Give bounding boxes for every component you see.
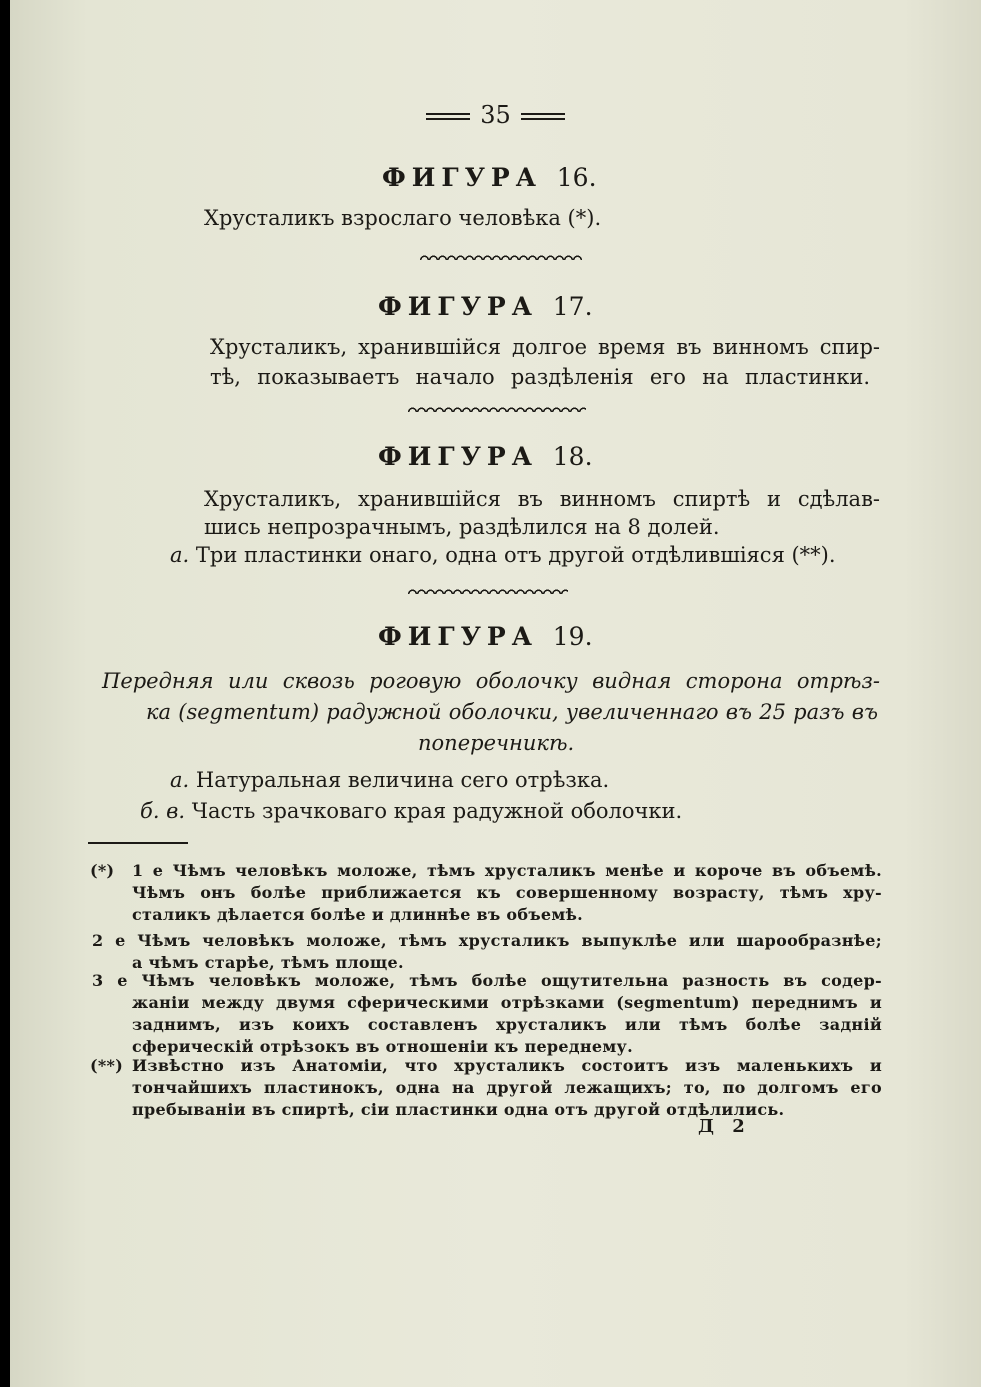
footnote-line: жаніи между двумя сферическими отрѣзками (segmentum) переднимъ и [132,993,882,1012]
figure-16-title: ФИГУРА 16. [382,163,597,192]
figure-18-title: ФИГУРА 18. [378,442,593,471]
footnote-line: пребываніи въ спиртѣ, сіи пластинки одна отъ другой отдѣлились. [132,1100,785,1119]
footnote-rule [88,842,188,844]
wavy-divider [420,252,582,262]
footnote-line: 1 е Чѣмъ человѣкъ моложе, тѣмъ хрусталикъ менѣе и короче въ объемѣ. [132,861,882,880]
footnote-line: сферическій отрѣзокъ въ отношеніи къ переднему. [132,1037,633,1056]
footnote-line: Извѣстно изъ Анатоміи, что хрусталикъ состоитъ изъ маленькихъ и [132,1056,882,1075]
figure-19-line-3: поперечникѣ. [418,731,575,755]
footnote-2 [92,930,882,974]
figure-17-line-2: тѣ, показываетъ начало раздѣленія его на пластинки. [210,365,870,389]
figure-19-title: ФИГУРА 19. [378,622,593,651]
figure-18-line-2: шись непрозрачнымъ, раздѣлился на 8 долей. [204,515,720,539]
footnote-line: 2 е Чѣмъ человѣкъ моложе, тѣмъ хрусталикъ выпуклѣе или шарообразнѣе; [92,931,882,950]
ornament-left [426,113,470,120]
figure-18-line-1: Хрусталикъ, хранившійся въ винномъ спиртѣ и сдѣлав- [204,487,880,511]
figure-19-line-2: ка (segmentum) радужной оболочки, увеличеннаго въ 25 разъ въ [146,700,878,724]
figure-19-item-a: а. Натуральная величина сего отрѣзка. [170,768,610,792]
signature-mark: Д 2 [698,1116,751,1137]
footnote-line: сталикъ дѣлается болѣе и длиннѣе въ объемѣ. [132,905,584,924]
figure-19-line-1: Передняя или сквозь роговую оболочку видная сторона отрѣз- [102,669,880,693]
book-page [10,0,981,1387]
figure-18-item-a: а. Три пластинки онаго, одна отъ другой отдѣлившіяся (**). [170,543,836,567]
footnote-double-star [90,1055,882,1121]
footnote-line: 3 е Чѣмъ человѣкъ моложе, тѣмъ болѣе ощутительна разность въ содер- [92,971,882,990]
footnote-mark: (*) [90,861,115,880]
footnote-star [90,860,882,926]
footnote-mark: (**) [90,1056,124,1075]
figure-16-text: Хрусталикъ взрослаго человѣка (*). [204,206,602,230]
figure-17-title: ФИГУРА 17. [378,292,593,321]
footnote-line: а чѣмъ старѣе, тѣмъ площе. [132,953,404,972]
footnote-line: заднимъ, изъ коихъ составленъ хрусталикъ или тѣмъ болѣе задній [132,1015,882,1034]
footnote-3 [92,970,882,1058]
wavy-divider [408,586,568,596]
figure-19-item-b: б. в. Часть зрачковаго края радужной оболочки. [140,799,683,823]
ornament-right [521,113,565,120]
footnote-line: тончайшихъ пластинокъ, одна на другой лежащихъ; то, по долгомъ его [132,1078,882,1097]
page-number: 35 [480,101,511,129]
footnote-line: Чѣмъ онъ болѣе приближается къ совершенному возрасту, тѣмъ хру- [132,883,882,902]
figure-17-line-1: Хрусталикъ, хранившійся долгое время въ винномъ спир- [210,335,880,359]
page-number-line [10,101,981,129]
wavy-divider [408,404,586,414]
